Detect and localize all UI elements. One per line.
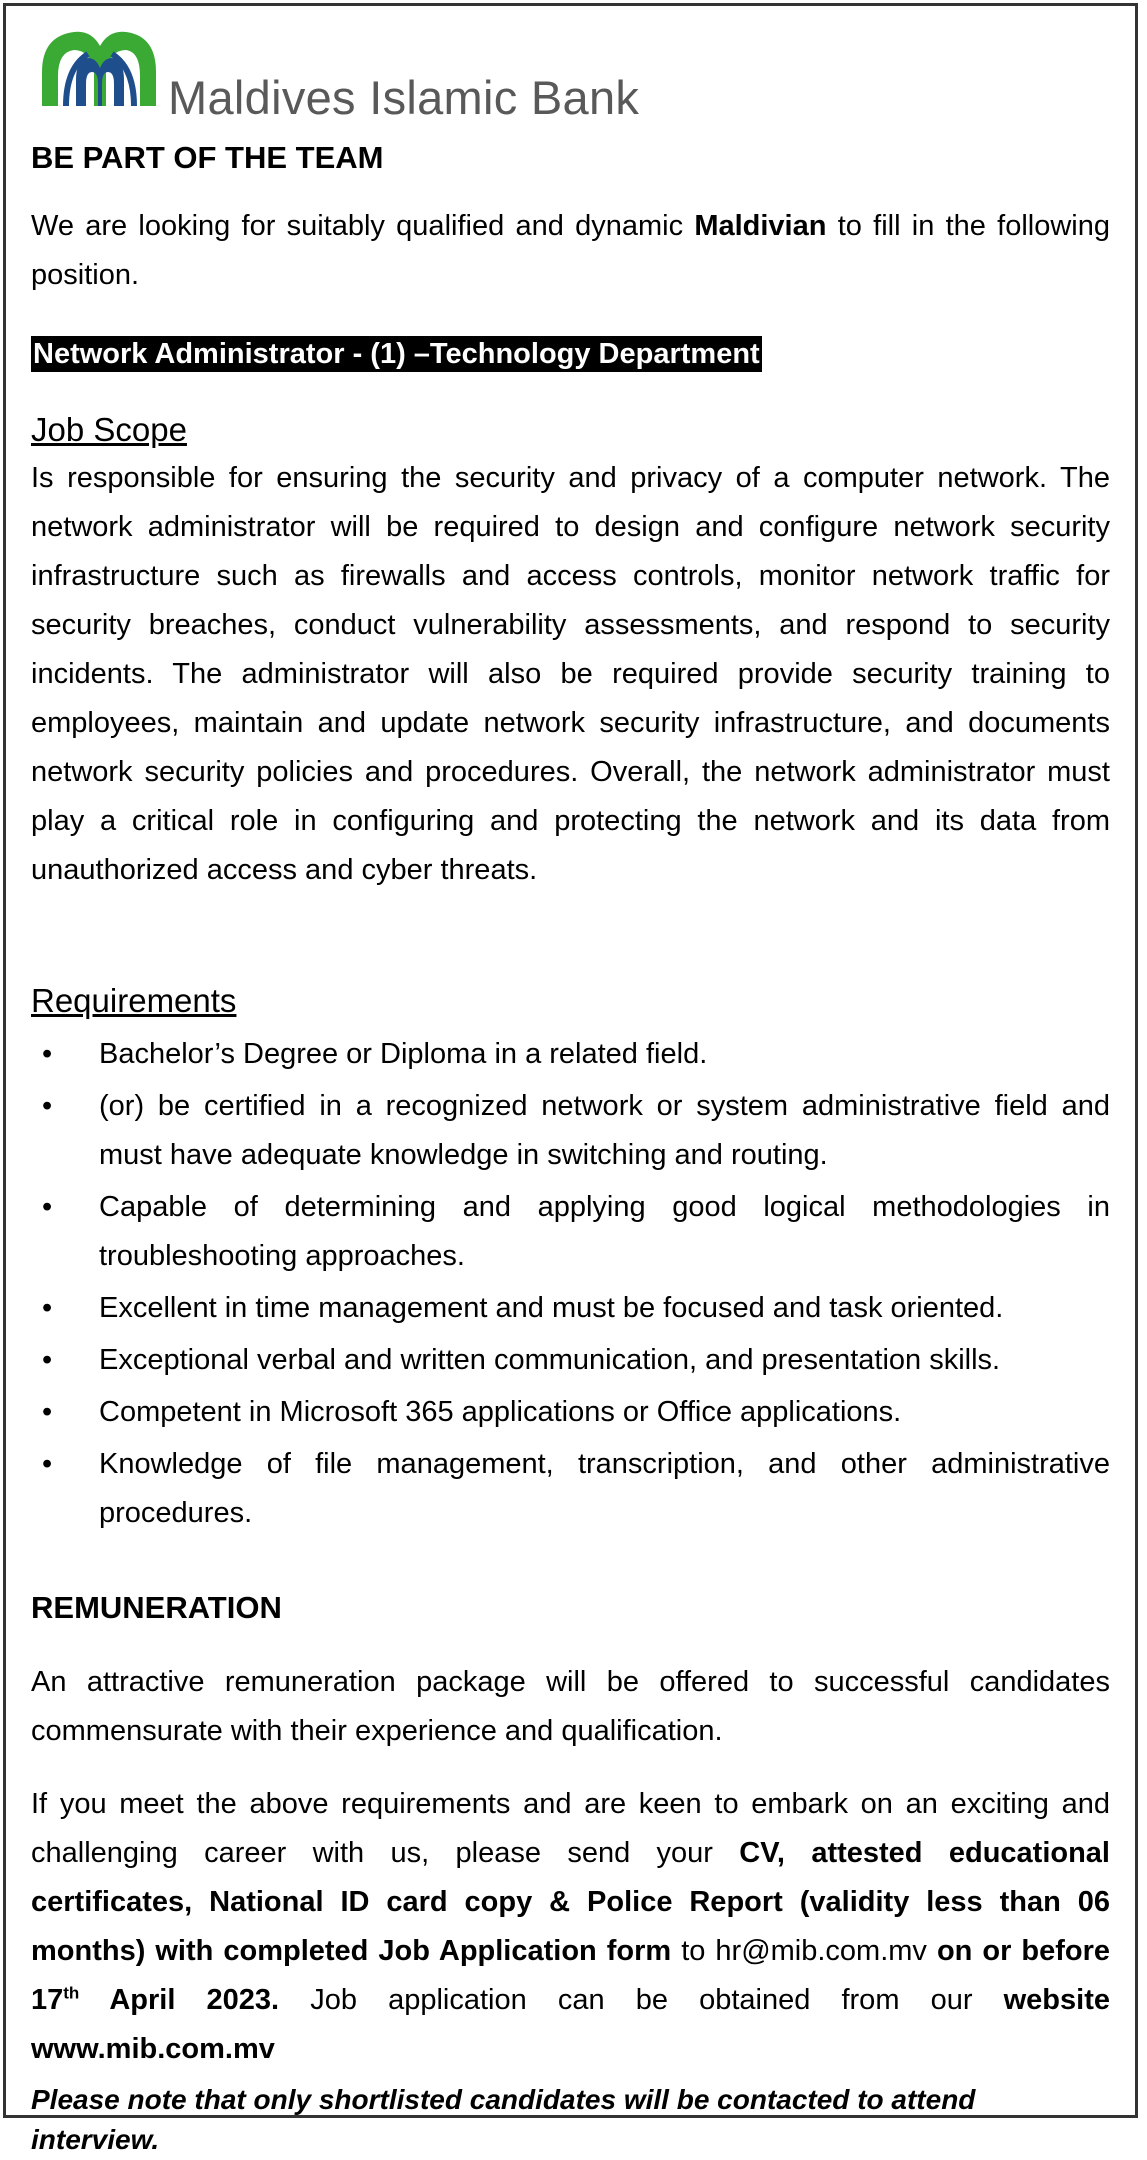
bank-logo-icon [36, 18, 161, 118]
bank-logo [36, 18, 736, 124]
list-item [31, 1030, 1110, 1079]
application-text-3: Job application can be obtained from our [279, 1984, 1004, 2016]
remuneration-title: REMUNERATION [31, 1590, 282, 1625]
job-scope-text: Is responsible for ensuring the security and privacy of a computer network. The network administrator will be required to design and configure network security infrastructure such as firewalls and access controls, monitor network traffic for security breaches, conduct vulnerability assessments, and respond to security incidents. The administrator will also be required provide security training to employees, maintain and update network security infrastructure, and documents network security policies and procedures. Overall, the network administrator must play a critical role in configuring and protecting the network and its data from unauthorized access and cyber threats. [31, 462, 1110, 886]
list-item-text: Excellent in time management and must be focused and task oriented. [99, 1292, 1004, 1324]
list-item-text: Bachelor’s Degree or Diploma in a related field. [99, 1038, 708, 1070]
deadline-date: April 2023. [79, 1984, 280, 2016]
bullet: • [42, 1448, 53, 1480]
page-content [31, 6, 1111, 2155]
bullet: • [42, 1090, 53, 1122]
intro-text-end: to fill in the following position. [31, 210, 1110, 291]
requirements-list [31, 1030, 1110, 1541]
list-item-text: Capable of determining and applying good logical methodologies in troubleshooting approaches. [99, 1191, 1110, 1272]
application-text-1: If you meet the above requirements and are keen to embark on an exciting and challenging career with us, please send your [31, 1788, 1110, 1869]
list-item-text: Knowledge of file management, transcription, and other administrative procedures. [99, 1448, 1110, 1529]
application-bold-1: CV, attested educational certificates, National ID card copy & Police Report (validity less than 06 months) with completed Job Application form [31, 1837, 1110, 1967]
bullet: • [42, 1292, 53, 1324]
job-advert-page [3, 3, 1138, 2155]
list-item-text: Exceptional verbal and written communication, and presentation skills. [99, 1344, 1001, 1376]
bullet: • [42, 1038, 53, 1070]
position-title [31, 334, 762, 374]
bank-name: Maldives Islamic Bank [168, 71, 640, 124]
list-item-text: (or) be certified in a recognized network or system administrative field and must have adequate knowledge in switching and routing. [99, 1090, 1110, 1171]
application-website: website www.mib.com.mv [31, 1984, 1110, 2065]
list-item [31, 1388, 1110, 1437]
list-item-text: Competent in Microsoft 365 applications or Office applications. [99, 1396, 902, 1428]
bullet: • [42, 1344, 53, 1376]
list-item [31, 1183, 1110, 1281]
list-item [31, 1440, 1110, 1538]
position-title-text: Network Administrator - (1) –Technology Department [33, 338, 760, 370]
page-heading: BE PART OF THE TEAM [31, 140, 384, 175]
intro-bold: Maldivian [694, 210, 827, 242]
remuneration-text: An attractive remuneration package will be offered to successful candidates commensurate with their experience and qualification. [31, 1666, 1110, 1747]
intro-text: We are looking for suitably qualified and dynamic [31, 210, 695, 242]
shortlist-note: Please note that only shortlisted candidates will be contacted to attend interview. [31, 2084, 976, 2155]
bullet: • [42, 1191, 53, 1223]
intro-paragraph [31, 202, 1110, 300]
requirements-title: Requirements [31, 982, 237, 1019]
deadline-text: on or before 17 [31, 1935, 1111, 2016]
application-paragraph [31, 1780, 1110, 2074]
deadline-sup: th [63, 1983, 80, 2003]
list-item [31, 1336, 1110, 1385]
bullet: • [42, 1396, 53, 1428]
list-item [31, 1284, 1110, 1333]
application-email: to hr@mib.com.mv [671, 1935, 937, 1967]
job-scope-title: Job Scope [31, 411, 187, 448]
list-item [31, 1082, 1110, 1180]
